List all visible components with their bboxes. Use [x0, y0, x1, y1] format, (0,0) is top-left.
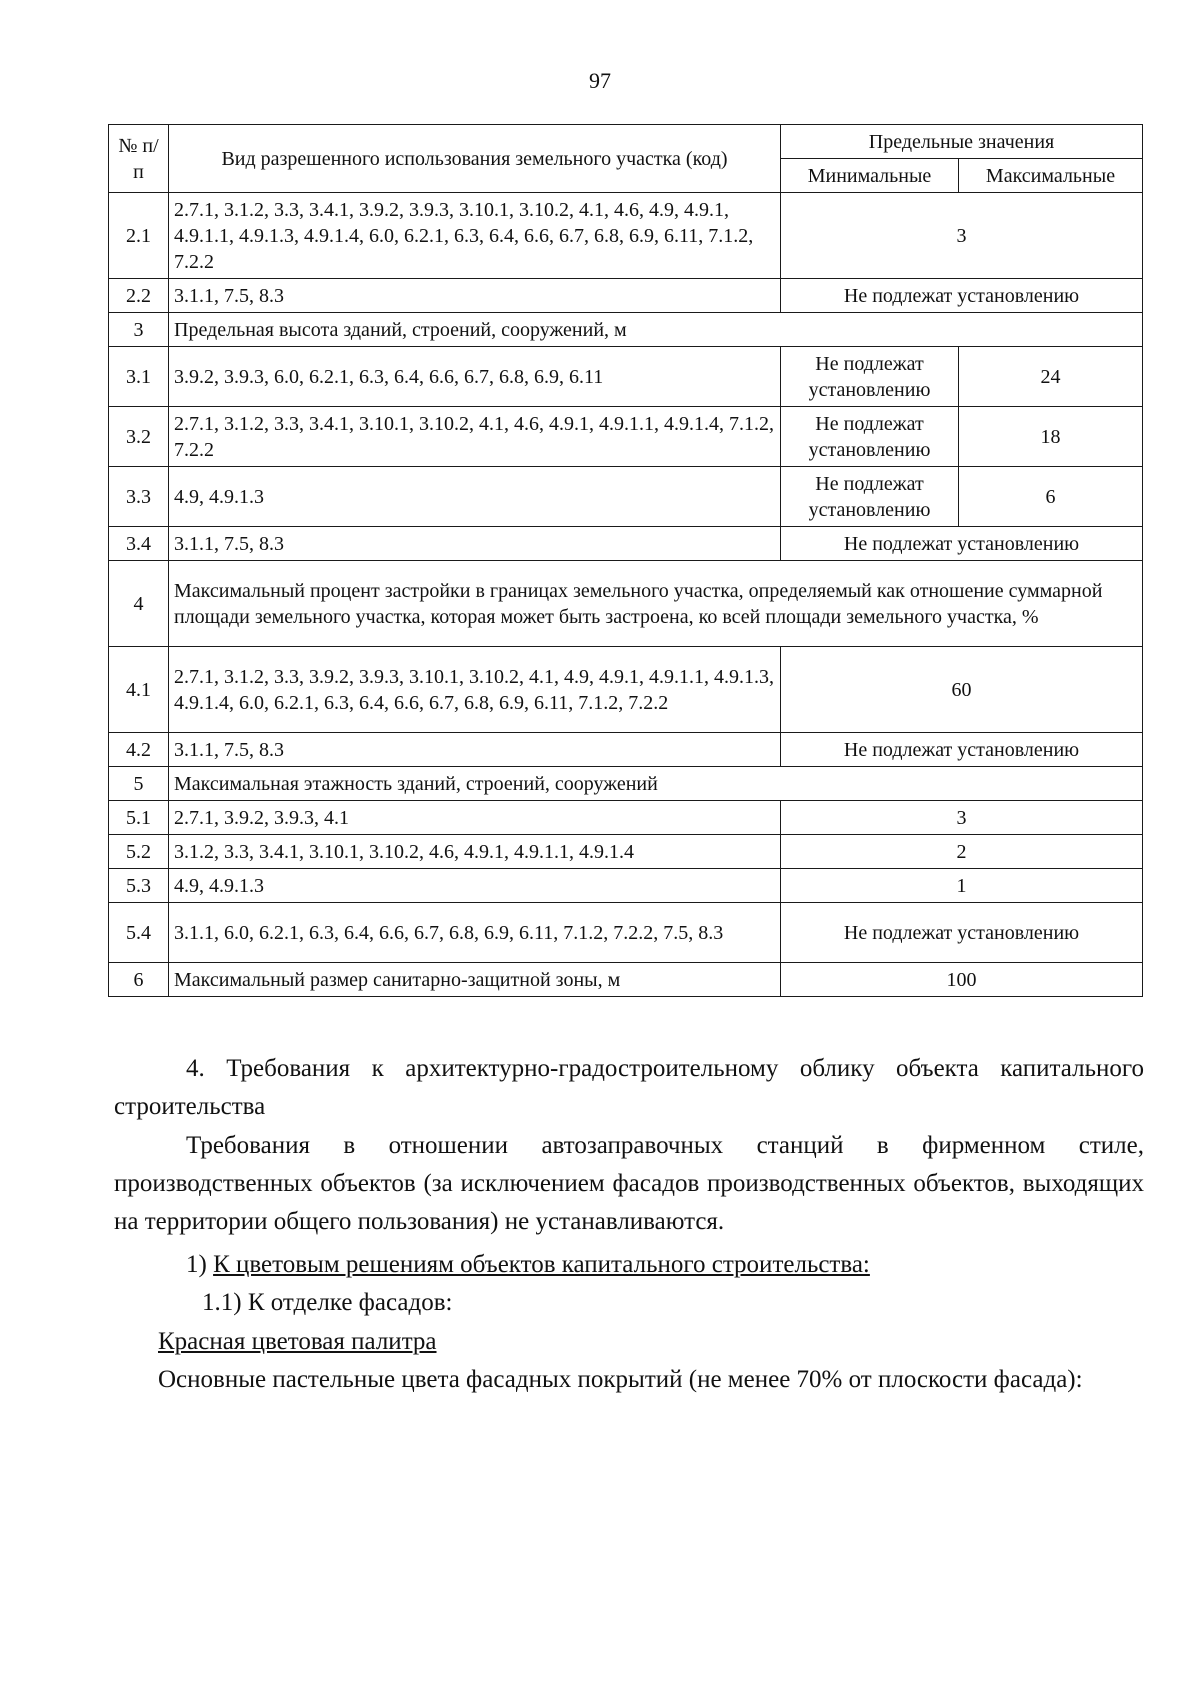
row-number: 3.1 — [109, 347, 169, 407]
row-number: 4.1 — [109, 647, 169, 733]
list-item-1-1: 1.1) К отделке фасадов: — [202, 1289, 453, 1316]
row-max: 6 — [959, 467, 1143, 527]
row-codes: 3.1.2, 3.3, 3.4.1, 3.10.1, 3.10.2, 4.6, 4.9.1, 4.9.1.1, 4.9.1.4 — [169, 835, 781, 869]
list-item-1-number: 1) — [186, 1251, 207, 1278]
table-section-row — [109, 767, 1143, 801]
table-row — [109, 407, 1143, 467]
row-codes: 4.9, 4.9.1.3 — [169, 869, 781, 903]
row-max: 18 — [959, 407, 1143, 467]
table-row — [109, 801, 1143, 835]
table-row — [109, 903, 1143, 963]
row-value: 2 — [781, 835, 1143, 869]
row-value: 1 — [781, 869, 1143, 903]
row-number: 2.2 — [109, 279, 169, 313]
table-section-row — [109, 313, 1143, 347]
palette-heading: Красная цветовая палитра — [158, 1328, 437, 1355]
table-row — [109, 869, 1143, 903]
page-number: 97 — [589, 68, 611, 93]
table-row — [109, 835, 1143, 869]
list-item-1-text: К цветовым решениям объектов капитального строительства: — [213, 1251, 870, 1278]
requirements-paragraph: Требования в отношении автозаправочных станций в фирменном стиле, производственных объектов (за исключением фасадов производственных объектов, выходящих на территории общего пользования) не устанавливаются. — [114, 1132, 1144, 1235]
row-codes: 3.1.1, 7.5, 8.3 — [169, 279, 781, 313]
colors-paragraph: Основные пастельные цвета фасадных покрытий (не менее 70% от плоскости фасада): — [158, 1366, 1083, 1393]
table-row — [109, 467, 1143, 527]
row-min: Не подлежат установлению — [781, 467, 959, 527]
row-number: 3.2 — [109, 407, 169, 467]
header-max: Максимальные — [959, 159, 1143, 193]
row-value: 3 — [781, 193, 1143, 279]
row-number: 4 — [109, 561, 169, 647]
header-limits: Предельные значения — [781, 125, 1143, 159]
row-codes: 2.7.1, 3.9.2, 3.9.3, 4.1 — [169, 801, 781, 835]
table-row — [109, 647, 1143, 733]
row-number: 2.1 — [109, 193, 169, 279]
list-item-1 — [186, 1246, 1146, 1284]
table-row — [109, 527, 1143, 561]
row-number: 5.4 — [109, 903, 169, 963]
row-codes: 2.7.1, 3.1.2, 3.3, 3.4.1, 3.10.1, 3.10.2, 4.1, 4.6, 4.9.1, 4.9.1.1, 4.9.1.4, 7.1.2, 7.2.2 — [169, 407, 781, 467]
row-number: 5.2 — [109, 835, 169, 869]
row-codes: Максимальный размер санитарно-защитной зоны, м — [169, 963, 781, 997]
row-number: 4.2 — [109, 733, 169, 767]
row-value: Не подлежат установлению — [781, 527, 1143, 561]
table-row — [109, 733, 1143, 767]
section-heading: Предельная высота зданий, строений, сооружений, м — [169, 313, 1143, 347]
row-max: 24 — [959, 347, 1143, 407]
row-value: Не подлежат установлению — [781, 733, 1143, 767]
row-codes: 2.7.1, 3.1.2, 3.3, 3.9.2, 3.9.3, 3.10.1, 3.10.2, 4.1, 4.9, 4.9.1, 4.9.1.1, 4.9.1.3, 4.9.1.4, 6.0, 6.2.1, 6.3, 6.4, 6.6, 6.7, 6.8, 6.9, 6.11, 7.1.2, 7.2.2 — [169, 647, 781, 733]
row-number: 3 — [109, 313, 169, 347]
limits-table — [108, 124, 1143, 997]
header-kind: Вид разрешенного использования земельного участка (код) — [169, 125, 781, 193]
row-value: 100 — [781, 963, 1143, 997]
row-codes: 3.1.1, 6.0, 6.2.1, 6.3, 6.4, 6.6, 6.7, 6.8, 6.9, 6.11, 7.1.2, 7.2.2, 7.5, 8.3 — [169, 903, 781, 963]
table-row — [109, 963, 1143, 997]
row-number: 5.1 — [109, 801, 169, 835]
header-num: № п/п — [109, 125, 169, 193]
row-number: 5 — [109, 767, 169, 801]
section-4-heading: 4. Требования к архитектурно-градостроительному облику объекта капитального строительства — [114, 1055, 1144, 1120]
table-row — [109, 193, 1143, 279]
row-codes: 3.1.1, 7.5, 8.3 — [169, 733, 781, 767]
row-value: 60 — [781, 647, 1143, 733]
row-codes: 2.7.1, 3.1.2, 3.3, 3.4.1, 3.9.2, 3.9.3, 3.10.1, 3.10.2, 4.1, 4.6, 4.9, 4.9.1, 4.9.1.1, 4.9.1.3, 4.9.1.4, 6.0, 6.2.1, 6.3, 6.4, 6.6, 6.7, 6.8, 6.9, 6.11, 7.1.2, 7.2.2 — [169, 193, 781, 279]
section-heading: Максимальный процент застройки в границах земельного участка, определяемый как отношение суммарной площади земельного участка, которая может быть застроена, ко всей площади земельного участка, % — [169, 561, 1143, 647]
table-row — [109, 279, 1143, 313]
row-number: 6 — [109, 963, 169, 997]
row-min: Не подлежат установлению — [781, 347, 959, 407]
row-number: 3.4 — [109, 527, 169, 561]
table-row — [109, 347, 1143, 407]
header-min: Минимальные — [781, 159, 959, 193]
table-section-row — [109, 561, 1143, 647]
row-min: Не подлежат установлению — [781, 407, 959, 467]
row-value: Не подлежат установлению — [781, 903, 1143, 963]
row-value: Не подлежат установлению — [781, 279, 1143, 313]
row-number: 3.3 — [109, 467, 169, 527]
section-heading: Максимальная этажность зданий, строений, сооружений — [169, 767, 1143, 801]
row-codes: 3.9.2, 3.9.3, 6.0, 6.2.1, 6.3, 6.4, 6.6, 6.7, 6.8, 6.9, 6.11 — [169, 347, 781, 407]
row-codes: 4.9, 4.9.1.3 — [169, 467, 781, 527]
row-codes: 3.1.1, 7.5, 8.3 — [169, 527, 781, 561]
row-value: 3 — [781, 801, 1143, 835]
row-number: 5.3 — [109, 869, 169, 903]
